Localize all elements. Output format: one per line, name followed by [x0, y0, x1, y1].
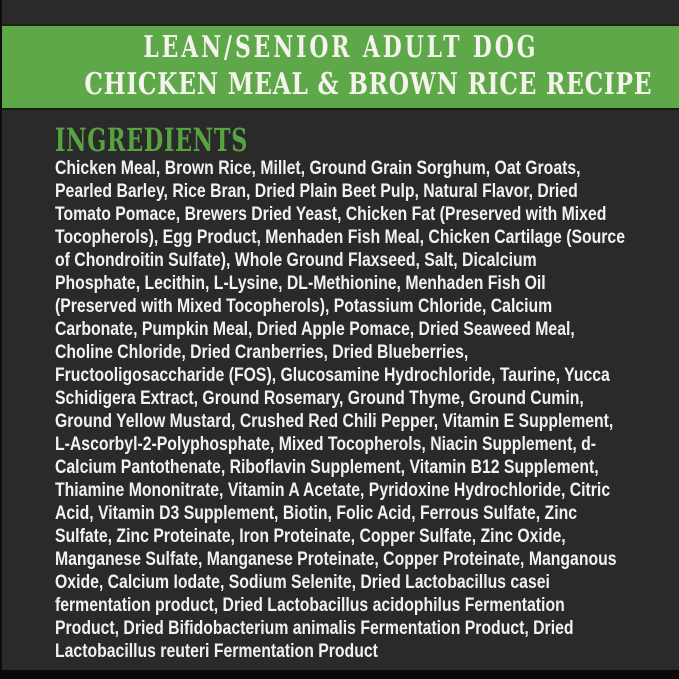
ingredients-line: Manganese Sulfate, Manganese Proteinate, Copper Proteinate, Manganous: [55, 549, 617, 570]
recipe-header-line-1: LEAN/SENIOR ADULT DOG: [143, 30, 538, 65]
ingredients-line: fermentation product, Dried Lactobacillus acidophilus Fermentation: [55, 595, 565, 616]
ingredients-line: Schidigera Extract, Ground Rosemary, Ground Thyme, Ground Cumin,: [55, 388, 584, 409]
ingredients-line: Product, Dried Bifidobacterium animalis Fermentation Product, Dried: [55, 618, 574, 639]
ingredients-line: Sulfate, Zinc Proteinate, Iron Proteinate, Copper Sulfate, Zinc Oxide,: [55, 526, 566, 547]
ingredients-line: Fructooligosaccharide (FOS), Glucosamine Hydrochloride, Taurine, Yucca: [55, 365, 610, 386]
ingredients-line: Chicken Meal, Brown Rice, Millet, Ground Grain Sorghum, Oat Groats,: [55, 158, 581, 179]
ingredients-line: (Preserved with Mixed Tocopherols), Potassium Chloride, Calcium: [55, 296, 553, 317]
ingredients-line: L-Ascorbyl-2-Polyphosphate, Mixed Tocopherols, Niacin Supplement, d-: [55, 434, 597, 455]
ingredients-section: [55, 121, 627, 663]
ingredients-line: Thiamine Mononitrate, Vitamin A Acetate, Pyridoxine Hydrochloride, Citric: [55, 480, 611, 501]
bottom-edge-shadow: [0, 670, 679, 679]
ingredients-line: Tocopherols), Egg Product, Menhaden Fish Meal, Chicken Cartilage (Source: [55, 227, 625, 248]
ingredients-line: Oxide, Calcium Iodate, Sodium Selenite, Dried Lactobacillus casei: [55, 572, 550, 593]
left-edge-shadow: [0, 0, 2, 679]
recipe-header-row: [2, 66, 679, 103]
ingredients-lines: [55, 157, 627, 663]
ingredients-line: Carbonate, Pumpkin Meal, Dried Apple Pomace, Dried Seaweed Meal,: [55, 319, 575, 340]
ingredients-title: INGREDIENTS: [55, 121, 248, 159]
ingredients-line: Phosphate, Lecithin, L-Lysine, DL-Methionine, Menhaden Fish Oil: [55, 273, 546, 294]
ingredients-line: Pearled Barley, Rice Bran, Dried Plain Beet Pulp, Natural Flavor, Dried: [55, 181, 578, 202]
ingredients-line: Lactobacillus reuteri Fermentation Product: [55, 641, 378, 662]
ingredients-line: of Chondroitin Sulfate), Whole Ground Flaxseed, Salt, Dicalcium: [55, 250, 537, 271]
ingredients-line: Ground Yellow Mustard, Crushed Red Chili Pepper, Vitamin E Supplement,: [55, 411, 614, 432]
recipe-header-line-2: CHICKEN MEAL & BROWN RICE RECIPE: [84, 67, 653, 102]
ingredients-line: Acid, Vitamin D3 Supplement, Biotin, Folic Acid, Ferrous Sulfate, Zinc: [55, 503, 578, 524]
ingredients-line: Calcium Pantothenate, Riboflavin Supplement, Vitamin B12 Supplement,: [55, 457, 599, 478]
recipe-header-row: [2, 29, 679, 66]
ingredients-line: Choline Chloride, Dried Cranberries, Dried Blueberries,: [55, 342, 469, 363]
ingredients-line: Tomato Pomace, Brewers Dried Yeast, Chicken Fat (Preserved with Mixed: [55, 204, 607, 225]
recipe-header-band: [2, 24, 679, 110]
